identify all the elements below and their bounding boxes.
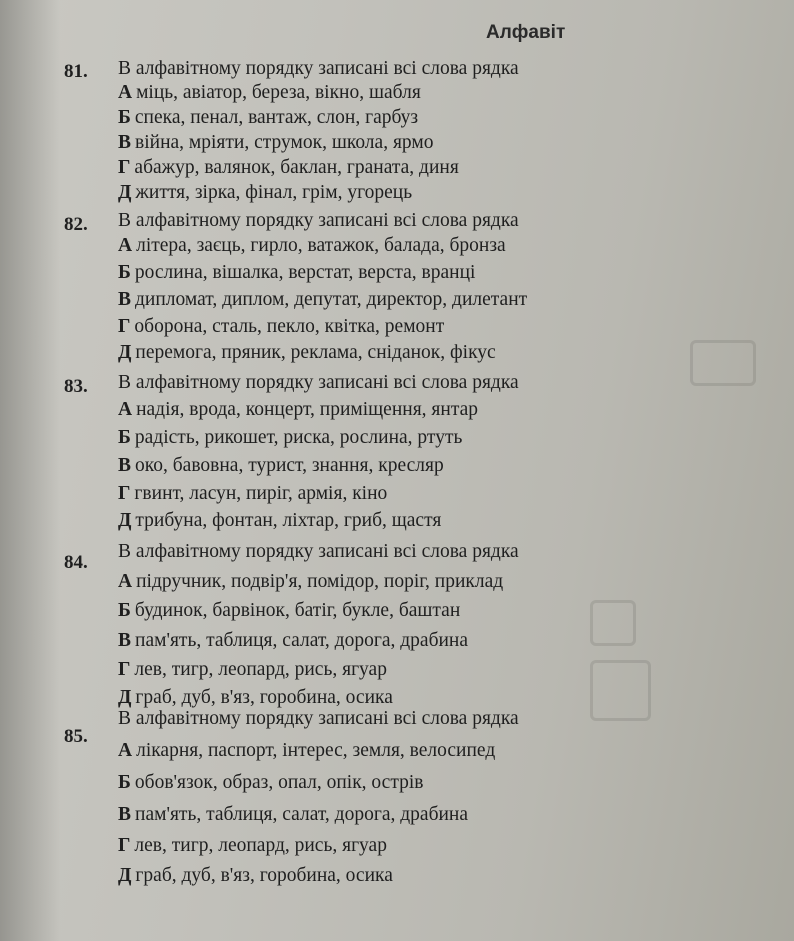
- question-number: 82.: [64, 214, 88, 235]
- option-text: підручник, подвір'я, помідор, поріг, приклад: [136, 571, 504, 592]
- option-letter: Б: [118, 427, 131, 448]
- answer-option-d: [118, 342, 496, 364]
- option-text: пам'ять, таблиця, салат, дорога, драбина: [135, 804, 469, 825]
- answer-option-a: [118, 399, 478, 421]
- answer-option-v: [118, 804, 468, 826]
- option-text: око, бавовна, турист, знання, кресляр: [135, 455, 444, 476]
- option-letter: Г: [118, 835, 131, 856]
- option-text: лев, тигр, леопард, рись, ягуар: [134, 659, 387, 680]
- question-prompt: В алфавітному порядку записані всі слова рядка: [118, 210, 519, 231]
- option-text: лев, тигр, леопард, рись, ягуар: [134, 835, 387, 856]
- option-text: життя, зірка, фінал, грім, угорець: [135, 182, 413, 203]
- page-gutter-shadow: [0, 0, 60, 941]
- option-letter: А: [118, 82, 133, 103]
- answer-option-a: [118, 82, 421, 104]
- option-letter: Б: [118, 107, 131, 128]
- answer-option-d: [118, 510, 441, 532]
- option-letter: В: [118, 132, 132, 153]
- option-letter: Б: [118, 262, 131, 283]
- show-through-box: [690, 340, 756, 386]
- question-number: 83.: [64, 376, 88, 397]
- answer-option-b: [118, 262, 475, 284]
- option-text: оборона, сталь, пекло, квітка, ремонт: [134, 316, 445, 337]
- answer-option-h: [118, 659, 387, 681]
- option-text: радість, рикошет, риска, рослина, ртуть: [134, 427, 463, 448]
- option-text: граб, дуб, в'яз, горобина, осика: [135, 865, 393, 886]
- answer-option-a: [118, 740, 495, 762]
- option-text: літера, заєць, гирло, ватажок, балада, бронза: [136, 235, 506, 256]
- show-through-box: [590, 660, 651, 721]
- option-text: будинок, барвінок, батіг, букле, баштан: [134, 600, 461, 621]
- option-text: дипломат, диплом, депутат, директор, дилетант: [135, 289, 528, 310]
- answer-option-a: [118, 235, 506, 257]
- option-letter: Г: [118, 157, 131, 178]
- question-number: 81.: [64, 61, 88, 82]
- option-text: пам'ять, таблиця, салат, дорога, драбина: [135, 630, 469, 651]
- question-number: 85.: [64, 726, 88, 747]
- option-letter: Г: [118, 316, 131, 337]
- answer-option-b: [118, 600, 460, 622]
- answer-option-v: [118, 289, 527, 311]
- option-letter: В: [118, 455, 132, 476]
- option-letter: А: [118, 571, 133, 592]
- show-through-box: [590, 600, 636, 646]
- answer-option-h: [118, 483, 387, 505]
- option-letter: А: [118, 235, 133, 256]
- option-text: трибуна, фонтан, ліхтар, гриб, щастя: [135, 510, 442, 531]
- question-number: 84.: [64, 552, 88, 573]
- option-text: гвинт, ласун, пиріг, армія, кіно: [134, 483, 388, 504]
- answer-option-d: [118, 182, 412, 204]
- answer-option-b: [118, 107, 418, 129]
- answer-option-h: [118, 835, 387, 857]
- answer-option-d: [118, 687, 393, 709]
- option-letter: Г: [118, 483, 131, 504]
- option-letter: Д: [118, 687, 132, 708]
- answer-option-v: [118, 455, 444, 477]
- question-prompt: В алфавітному порядку записані всі слова рядка: [118, 541, 519, 562]
- option-text: обов'язок, образ, опал, опік, острів: [134, 772, 424, 793]
- question-prompt: В алфавітному порядку записані всі слова рядка: [118, 372, 519, 393]
- option-letter: В: [118, 630, 132, 651]
- answer-option-b: [118, 427, 462, 449]
- option-text: перемога, пряник, реклама, сніданок, фікус: [135, 342, 496, 363]
- option-letter: Г: [118, 659, 131, 680]
- page-header-title: Алфавіт: [486, 22, 566, 43]
- option-letter: А: [118, 399, 133, 420]
- option-letter: Д: [118, 510, 132, 531]
- option-text: спека, пенал, вантаж, слон, гарбуз: [134, 107, 419, 128]
- option-letter: Б: [118, 600, 131, 621]
- answer-option-h: [118, 316, 444, 338]
- answer-option-h: [118, 157, 459, 179]
- option-text: рослина, вішалка, верстат, верста, вранці: [134, 262, 476, 283]
- option-text: абажур, валянок, баклан, граната, диня: [134, 157, 459, 178]
- option-letter: Д: [118, 342, 132, 363]
- answer-option-b: [118, 772, 423, 794]
- option-letter: А: [118, 740, 133, 761]
- option-text: лікарня, паспорт, інтерес, земля, велосипед: [136, 740, 496, 761]
- option-text: граб, дуб, в'яз, горобина, осика: [135, 687, 393, 708]
- option-text: надія, врода, концерт, приміщення, янтар: [136, 399, 478, 420]
- answer-option-a: [118, 571, 503, 593]
- answer-option-v: [118, 132, 433, 154]
- option-text: війна, мріяти, струмок, школа, ярмо: [135, 132, 434, 153]
- option-letter: В: [118, 289, 132, 310]
- answer-option-d: [118, 865, 393, 887]
- question-prompt: В алфавітному порядку записані всі слова рядка: [118, 708, 519, 729]
- question-prompt: В алфавітному порядку записані всі слова рядка: [118, 58, 519, 79]
- option-text: міць, авіатор, береза, вікно, шабля: [136, 82, 421, 103]
- option-letter: В: [118, 804, 132, 825]
- option-letter: Б: [118, 772, 131, 793]
- answer-option-v: [118, 630, 468, 652]
- option-letter: Д: [118, 865, 132, 886]
- option-letter: Д: [118, 182, 132, 203]
